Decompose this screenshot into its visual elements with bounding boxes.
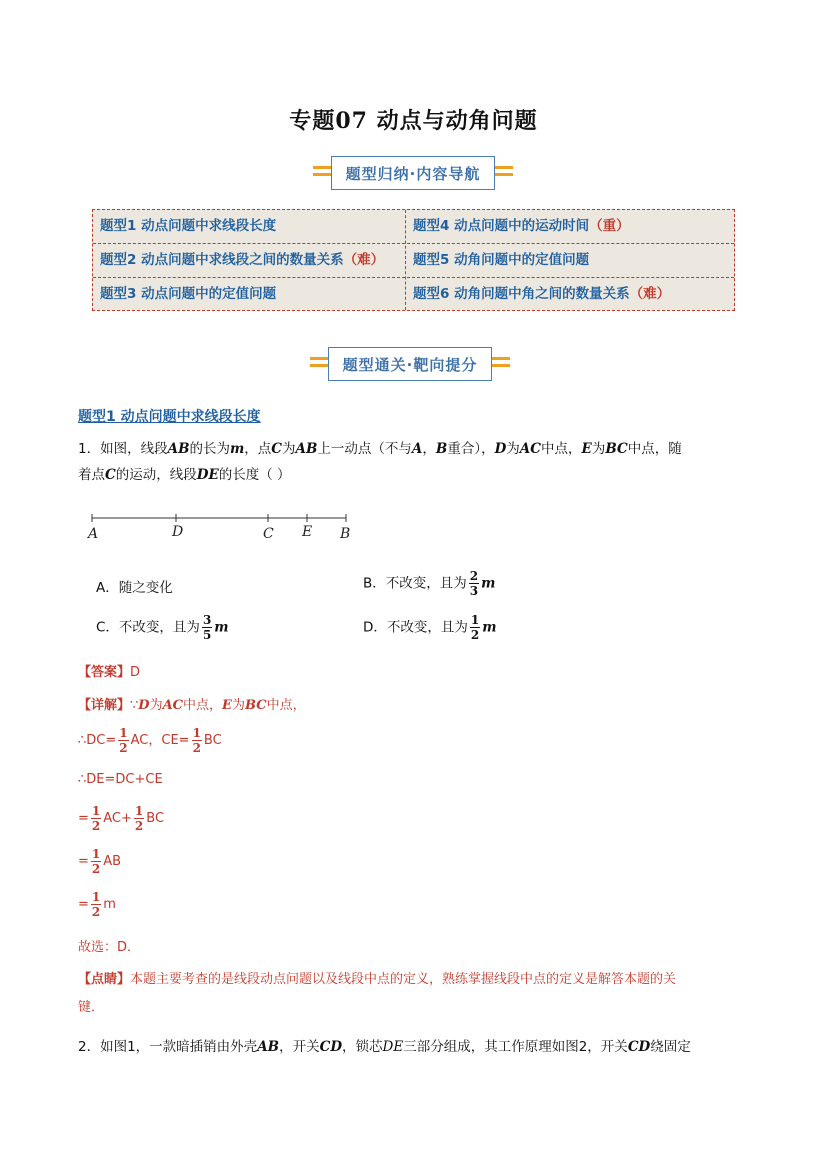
banner-label: 题型通关·靶向提分 — [328, 347, 492, 381]
option-A: A．随之变化 — [96, 580, 173, 596]
point-label-B: B — [340, 526, 351, 542]
banner-content-nav — [313, 156, 513, 192]
topic-nav-table — [92, 209, 735, 311]
option-D: D．不改变，且为 $\frac{1}{2}$ m — [363, 613, 497, 642]
point-label-C: C — [263, 526, 274, 542]
question-2: 2．如图1，一款暗插销由外壳AB，开关CD，锁芯DE三部分组成，其工作原理如图2，开关CD绕固定 — [78, 1039, 691, 1055]
question-1-line1: 1．如图，线段AB的长为m，点C为AB上一动点（不与A，B重合），D为AC中点，E为BC中点，随 — [78, 441, 682, 457]
nav-item-type5[interactable]: 题型5 动角问题中的定值问题 — [413, 252, 590, 268]
decor-bars-icon — [313, 166, 331, 180]
detail-line4: = $\frac{1}{2}$ AC+ $\frac{1}{2}$ BC — [78, 804, 165, 833]
banner-label: 题型归纳·内容导航 — [331, 156, 495, 190]
comment-block: 【点睛】本题主要考查的是线段动点问题以及线段中点的定义，熟练掌握线段中点的定义是解答本题的关 键． — [78, 972, 677, 1015]
detail-line2: ∴DC= $\frac{1}{2}$ AC，CE= $\frac{1}{2}$ BC — [78, 726, 222, 755]
answer-line: 【答案】D — [78, 665, 141, 680]
decor-bars-icon — [492, 357, 510, 371]
banner-practice — [310, 347, 510, 383]
segment-figure — [88, 508, 358, 548]
question-1-line2: 着点C的运动，线段DE的长度（ ） — [78, 467, 291, 483]
detail-choose: 故选：D． — [78, 940, 141, 955]
nav-item-type2[interactable]: 题型2 动点问题中求线段之间的数量关系（难） — [100, 252, 385, 268]
detail-line1: 【详解】∵D为AC中点，E为BC中点， — [78, 698, 306, 713]
nav-item-type1[interactable]: 题型1 动点问题中求线段长度 — [100, 218, 277, 234]
section-title-type1: 题型1 动点问题中求线段长度 — [78, 409, 261, 425]
decor-bars-icon — [495, 166, 513, 180]
point-label-A: A — [88, 526, 99, 542]
detail-line6: = $\frac{1}{2}$ m — [78, 890, 116, 919]
point-label-D: D — [172, 524, 184, 540]
nav-item-type6[interactable]: 题型6 动角问题中角之间的数量关系（难） — [413, 286, 671, 302]
detail-line3: ∴DE=DC+CE — [78, 772, 163, 787]
point-label-E: E — [302, 524, 313, 540]
question-1 — [78, 436, 758, 488]
option-C: C．不改变，且为 $\frac{3}{5}$ m — [96, 613, 229, 642]
nav-item-type4[interactable]: 题型4 动点问题中的运动时间（重） — [413, 218, 630, 234]
nav-item-type3[interactable]: 题型3 动点问题中的定值问题 — [100, 286, 277, 302]
decor-bars-icon — [310, 357, 328, 371]
detail-line5: = $\frac{1}{2}$ AB — [78, 847, 122, 876]
page-title: 专题07 动点与动角问题 — [289, 108, 538, 134]
option-B: B．不改变，且为 $\frac{2}{3}$ m — [363, 569, 496, 598]
